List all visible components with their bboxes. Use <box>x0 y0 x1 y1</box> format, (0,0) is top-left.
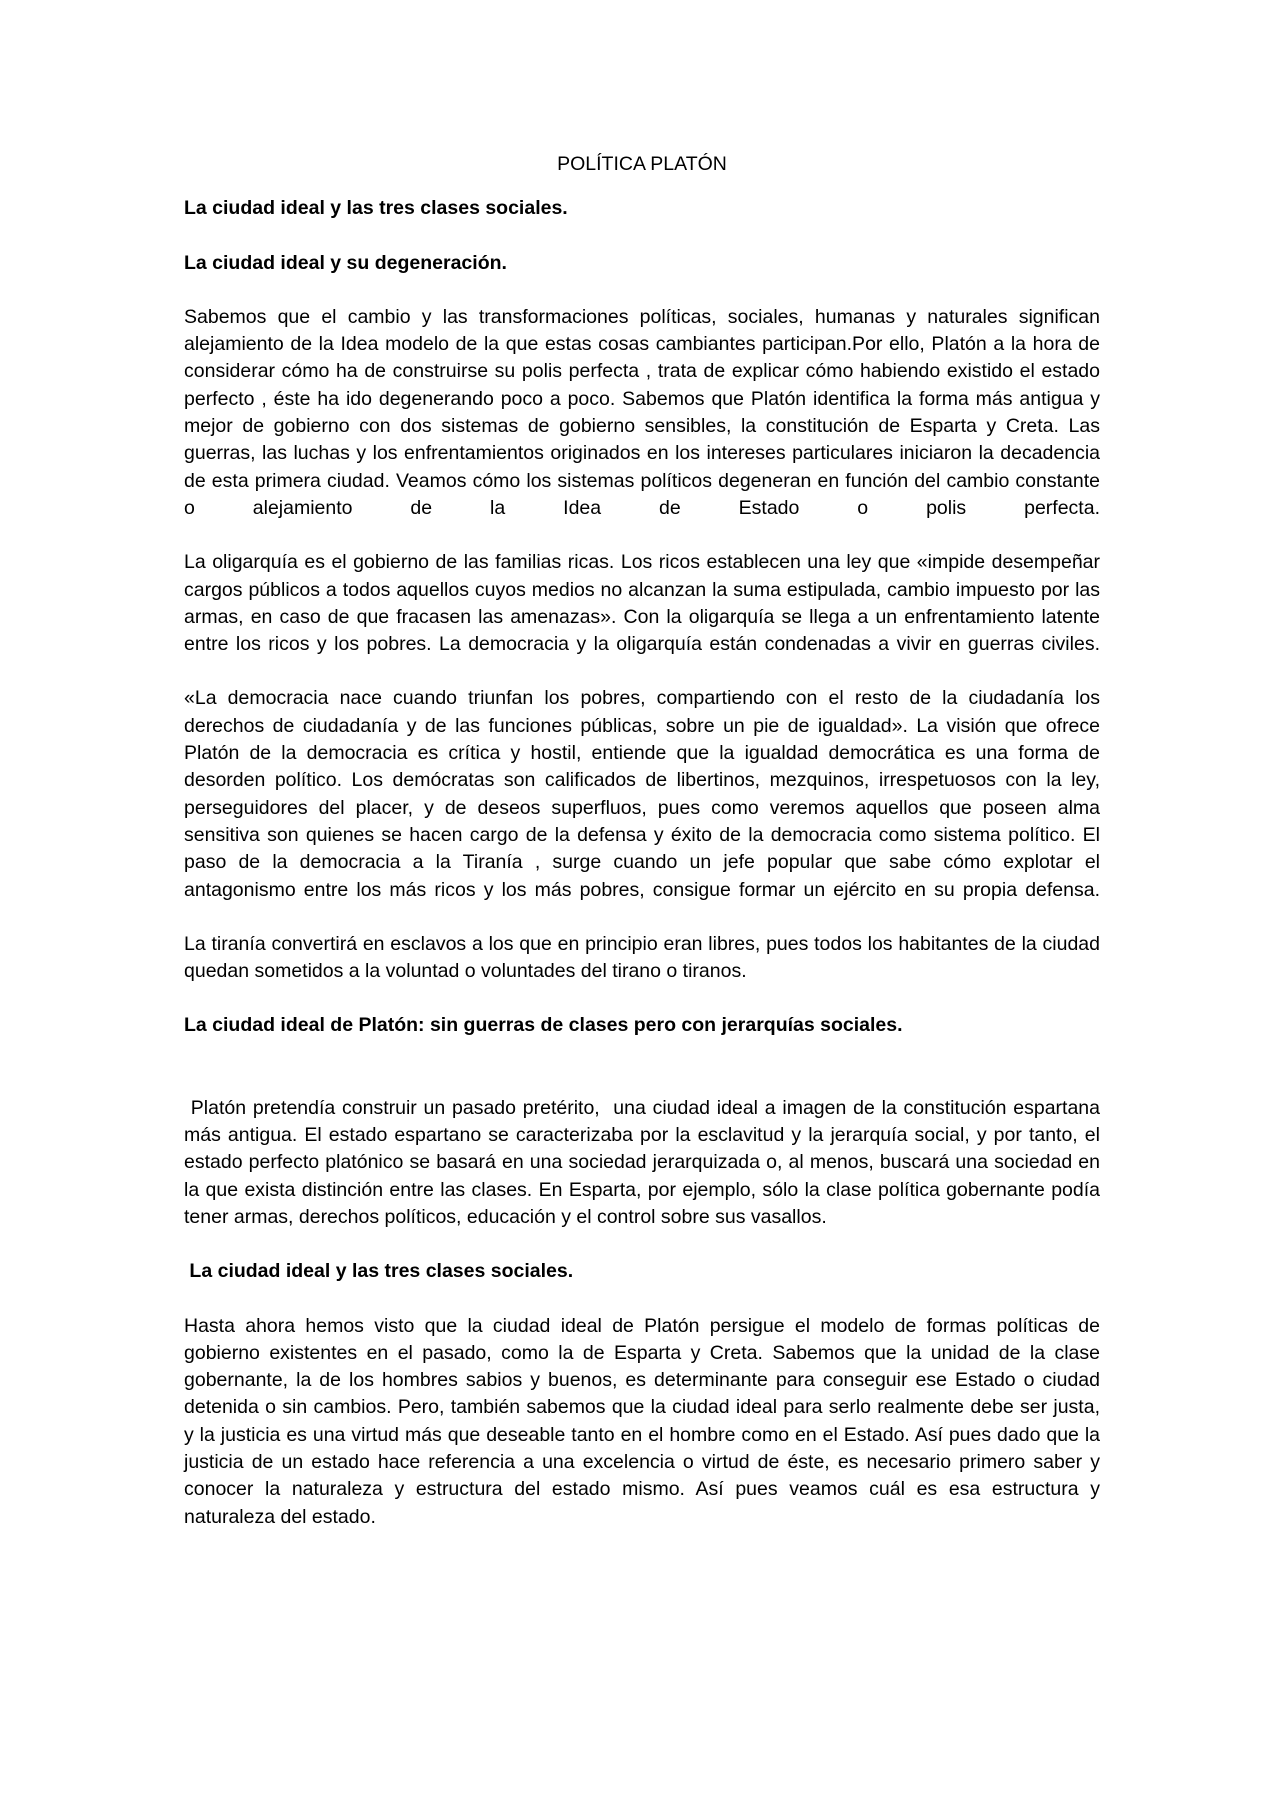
paragraph-oligarchy: La oligarquía es el gobierno de las familias ricas. Los ricos establecen una ley que «impide desempeñar cargos públicos a todos aquellos cuyos medios no alcanzan la suma estipulada, cambio impuesto por las armas, en caso de que fracasen las amenazas». Con la oligarquía se llega a un enfrentamiento latente entre los ricos y los pobres. La democracia y la oligarquía están condenadas a vivir en guerras civiles. <box>184 551 1100 656</box>
paragraph-change-degeneration: Sabemos que el cambio y las transformaciones políticas, sociales, humanas y naturales significan alejamiento de la Idea modelo de la que estas cosas cambiantes participan.Por ello, Platón a la hora de considerar cómo ha de construirse su polis perfecta , trata de explicar cómo habiendo existido el estado perfecto , éste ha ido degenerando poco a poco. Sabemos que Platón identifica la forma más antigua y mejor de gobierno con dos sistemas de gobierno sensibles, la constitución de Esparta y Creta. Las guerras, las luchas y los enfrentamientos originados en los intereses particulares iniciaron la decadencia de esta primera ciudad. Veamos cómo los sistemas políticos degeneran en función del cambio constante o alejamiento de la Idea de Estado o polis perfecta. <box>184 305 1100 519</box>
section-heading-ideal-city: La ciudad ideal de Platón: sin guerras de clases pero con jerarquías sociales. <box>184 1014 903 1037</box>
document-title: POLÍTICA PLATÓN <box>557 153 727 175</box>
paragraph-democracy: «La democracia nace cuando triunfan los pobres, compartiendo con el resto de la ciudadanía los derechos de ciudadanía y de las funciones públicas, sobre un pie de igualdad». La visión que ofrece Platón de la democracia es crítica y hostil, entiende que la igualdad democrática es una forma de desorden político. Los demócratas son calificados de libertinos, mezquinos, irrespetuosos con la ley, perseguidores del placer, y de deseos superfluos, pues como veremos aquellos que poseen alma sensitiva son quienes se hacen cargo de la defensa y éxito de la democracia como sistema político. El paso de la democracia a la Tiranía , surge cuando un jefe popular que sabe cómo explotar el antagonismo entre los más ricos y los más pobres, consigue formar un ejército en su propia defensa. <box>184 687 1100 901</box>
section-heading-degeneration: La ciudad ideal y su degeneración. <box>184 251 507 274</box>
paragraph-sparta: Platón pretendía construir un pasado pretérito, una ciudad ideal a imagen de la constitución espartana más antigua. El estado espartano se caracterizaba por la esclavitud y la jerarquía social, y por tanto, el estado perfecto platónico se basará en una sociedad jerarquizada o, al menos, buscará una sociedad en la que exista distinción entre las clases. En Esparta, por ejemplo, sólo la clase política gobernante podía tener armas, derechos políticos, educación y el control sobre sus vasallos. <box>184 1096 1106 1228</box>
paragraph-justice: Hasta ahora hemos visto que la ciudad ideal de Platón persigue el modelo de formas políticas de gobierno existentes en el pasado, como la de Esparta y Creta. Sabemos que la unidad de la clase gobernante, la de los hombres sabios y buenos, es determinante para conseguir ese Estado o ciudad detenida o sin cambios. Pero, también sabemos que la ciudad ideal para serlo realmente debe ser justa, y la justicia es una virtud más que deseable tanto en el hombre como en el Estado. Así pues dado que la justicia de un estado hace referencia a una excelencia o virtud de éste, es necesario primero saber y conocer la naturaleza y estructura del estado mismo. Así pues veamos cuál es esa estructura y naturaleza del estado. <box>184 1314 1100 1528</box>
blank-space <box>184 1040 1100 1095</box>
section-heading-three-classes: La ciudad ideal y las tres clases sociales. <box>184 197 568 220</box>
document-page <box>184 151 1106 1558</box>
section-heading-three-classes-2: La ciudad ideal y las tres clases sociales. <box>184 1260 574 1283</box>
paragraph-tyranny: La tiranía convertirá en esclavos a los que en principio eran libres, pues todos los habitantes de la ciudad quedan sometidos a la voluntad o voluntades del tirano o tiranos. <box>184 932 1100 983</box>
